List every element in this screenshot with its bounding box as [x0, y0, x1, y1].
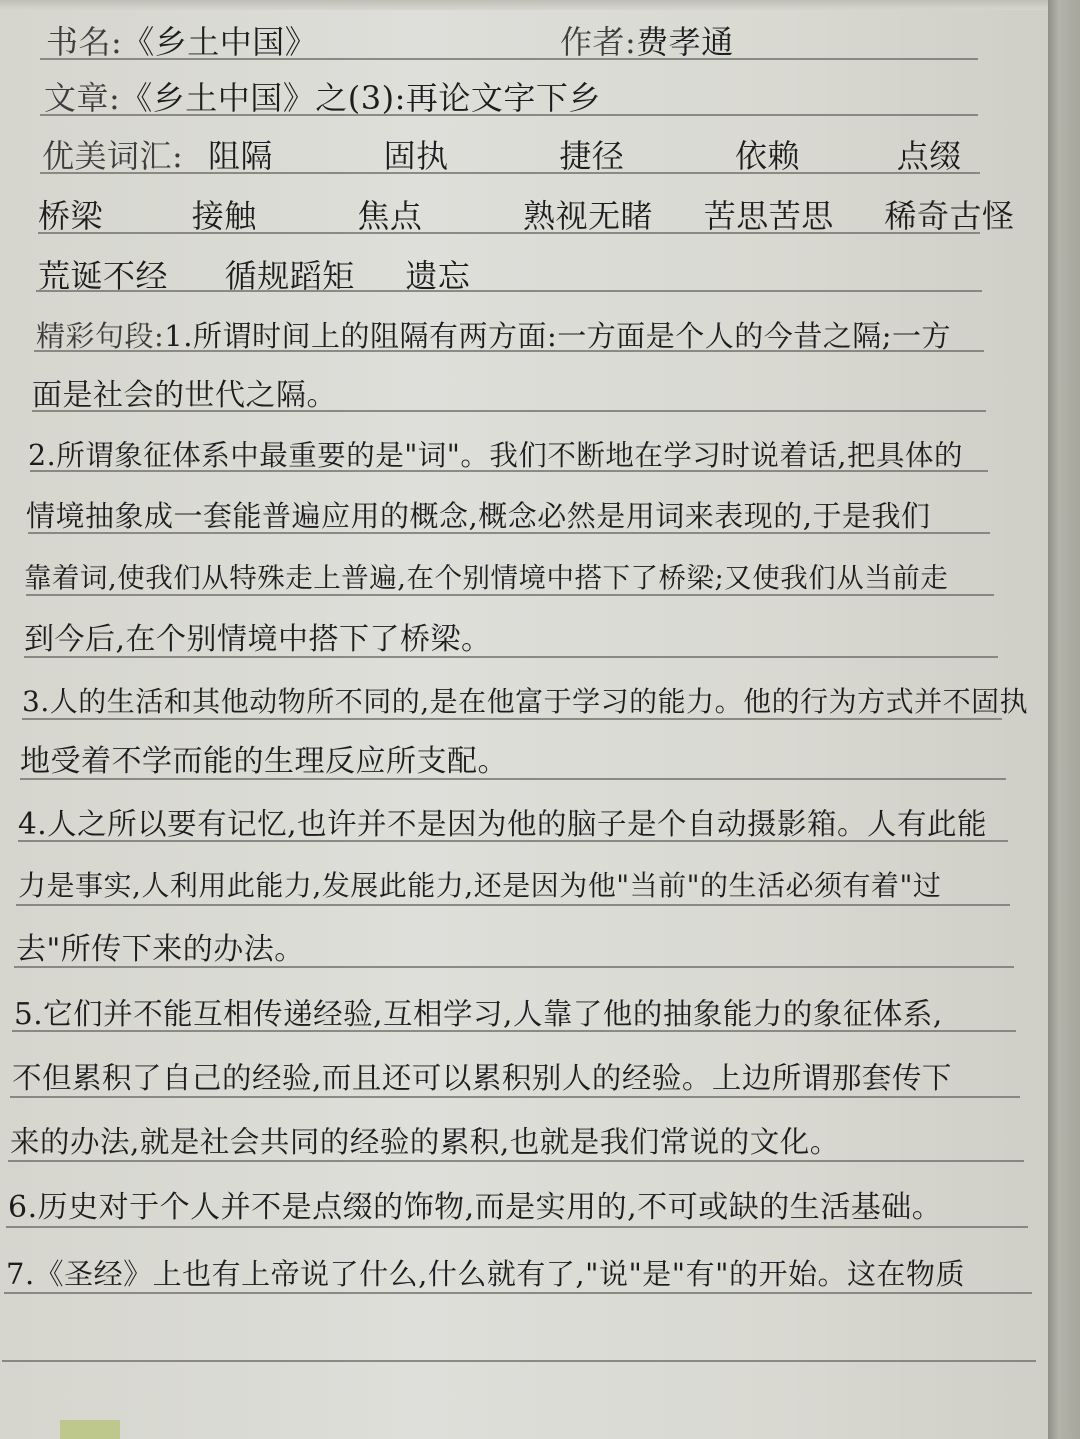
excerpt-line: 地受着不学而能的生理反应所支配。 [20, 744, 508, 779]
vocab-label: 优美词汇: [42, 137, 184, 175]
excerpt-line: 到今后,在个别情境中搭下了桥梁。 [24, 622, 492, 657]
vocab-word: 循规蹈矩 [224, 257, 355, 295]
vocab-word: 捷径 [559, 137, 625, 175]
excerpt-line: 力是事实,人利用此能力,发展此能力,还是因为他"当前"的生活必须有着"过 [18, 869, 942, 902]
article-title: 《乡土中国》之(3):再论文字下乡 [120, 79, 601, 117]
article-label: 文章: [44, 79, 121, 117]
excerpt-line: 去"所传下来的办法。 [16, 932, 305, 967]
vocab-word: 依赖 [735, 137, 801, 175]
vocab-word: 阻隔 [207, 137, 273, 175]
excerpt-line: 2.所谓象征体系中最重要的是"词"。我们不断地在学习时说着话,把具体的 [28, 439, 963, 472]
vocab-word: 遗忘 [405, 257, 471, 295]
vocab-word: 接触 [191, 197, 257, 235]
excerpt-text: 1.所谓时间上的阻隔有两方面:一方面是个人的今昔之隔;一方 [164, 319, 951, 353]
vocab-row-3 [38, 256, 470, 296]
vocab-word: 苦思苦思 [703, 197, 834, 235]
author-name: 费孝通 [636, 23, 734, 61]
author-line [560, 22, 734, 62]
excerpt-line: 面是社会的世代之隔。 [32, 378, 337, 413]
book-title: 《乡土中国》 [122, 23, 318, 61]
excerpt-line: 靠着词,使我们从特殊走上普遍,在个别情境中搭下了桥梁;又使我们从当前走 [24, 562, 949, 594]
excerpt-line: 6.历史对于个人并不是点缀的饰物,而是实用的,不可或缺的生活基础。 [8, 1190, 943, 1225]
excerpt-line: 7.《圣经》上也有上帝说了什么,什么就有了,"说"是"有"的开始。这在物质 [6, 1257, 965, 1291]
vocab-word: 桥梁 [38, 197, 104, 235]
vocab-word: 稀奇古怪 [884, 197, 1015, 235]
excerpts-label: 精彩句段: [36, 319, 165, 353]
excerpt-line: 不但累积了自己的经验,而且还可以累积别人的经验。上边所谓那套传下 [12, 1061, 952, 1095]
excerpt-line: 来的办法,就是社会共同的经验的累积,也就是我们常说的文化。 [10, 1125, 840, 1159]
page-stack-edge [1048, 0, 1080, 1439]
ruled-line [2, 1360, 1036, 1362]
vocab-word: 熟视无睹 [523, 197, 654, 235]
excerpt-line [36, 316, 951, 356]
excerpt-line: 3.人的生活和其他动物所不同的,是在他富于学习的能力。他的行为方式并不固执 [22, 685, 1029, 718]
excerpt-line: 5.它们并不能互相传递经验,互相学习,人靠了他的抽象能力的象征体系, [14, 997, 943, 1031]
book-label: 书名: [46, 23, 123, 61]
vocab-row-1 [42, 136, 972, 176]
author-label: 作者: [560, 23, 637, 61]
excerpt-line: 情境抽象成一套能普遍应用的概念,概念必然是用词来表现的,于是我们 [26, 499, 931, 533]
article-line [44, 78, 601, 118]
book-title-line [46, 22, 317, 62]
vocab-row-2 [38, 196, 1015, 236]
ribbon-bookmark [60, 1420, 120, 1439]
excerpt-line: 4.人之所以要有记忆,也许并不是因为他的脑子是个自动摄影箱。人有此能 [18, 807, 988, 841]
vocab-word: 点缀 [896, 137, 962, 175]
vocab-word: 焦点 [357, 197, 423, 235]
vocab-word: 荒诞不经 [38, 257, 169, 295]
vocab-word: 固执 [383, 137, 449, 175]
